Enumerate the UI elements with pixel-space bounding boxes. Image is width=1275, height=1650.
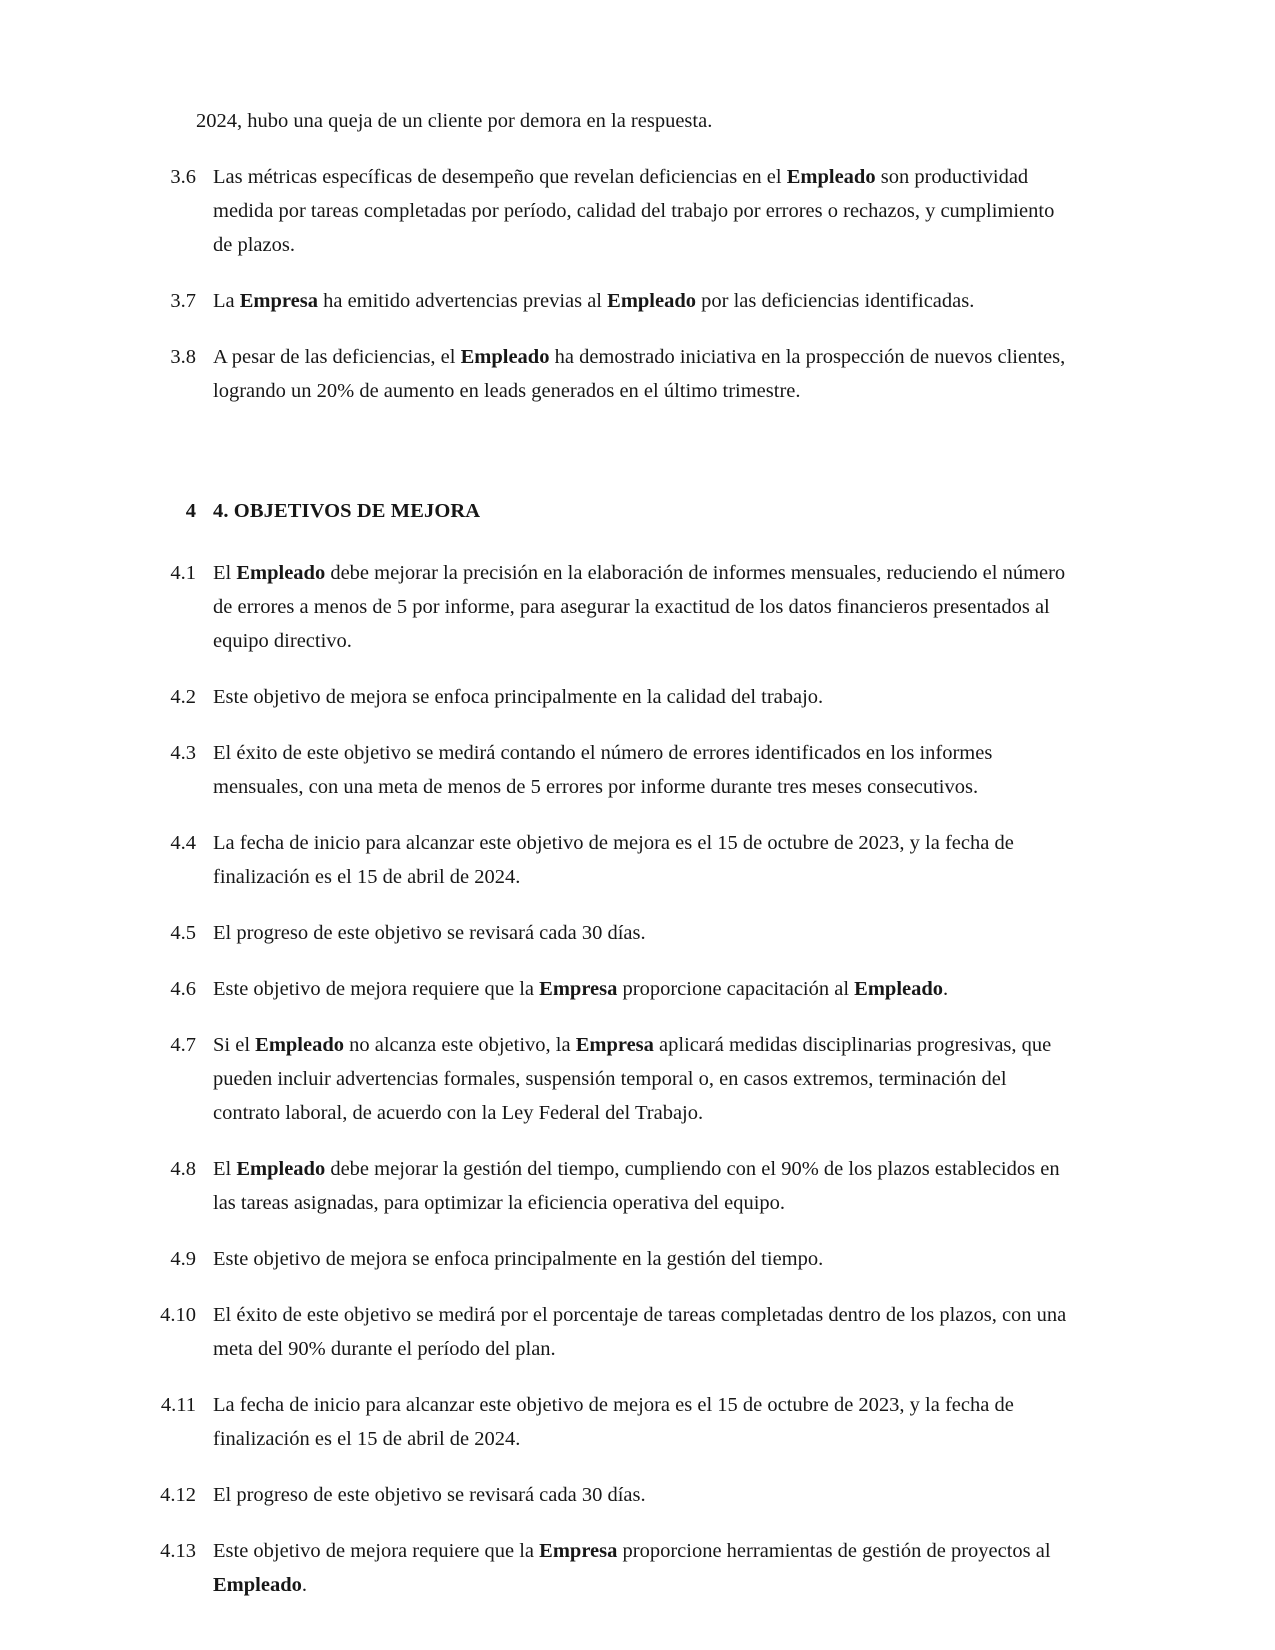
section-heading-title: 4. OBJETIVOS DE MEJORA [213, 500, 481, 522]
clause-item [157, 1298, 1075, 1366]
clause-item [157, 1534, 1075, 1602]
clause-text-run: proporcione capacitación al [617, 978, 855, 1000]
clause-text-run: por las deficiencias identificadas. [696, 290, 975, 312]
clause-item [157, 284, 1075, 318]
clause-text [196, 680, 1075, 714]
clause-text-run: El [213, 1158, 237, 1180]
clause-text-run: El progreso de este objetivo se revisará cada 30 días. [213, 1484, 646, 1506]
clause-text-run: Si el [213, 1034, 256, 1056]
defined-term: Empresa [575, 1034, 654, 1056]
clause-text-run: La [213, 290, 240, 312]
defined-term: Empleado [236, 1158, 326, 1180]
clause-text-run: Este objetivo de mejora requiere que la [213, 978, 540, 1000]
defined-term: Empleado [786, 166, 876, 188]
clause-item [157, 1152, 1075, 1220]
clause-text-run: El éxito de este objetivo se medirá por el porcentaje de tareas completadas dentro de los plazos, con una meta del 90% durante el período del plan. [213, 1304, 1067, 1360]
clause-text [196, 160, 1075, 262]
clause-item [157, 556, 1075, 658]
clause-text-run: debe mejorar la gestión del tiempo, cumpliendo con el 90% de los plazos establecidos en las tareas asignadas, para optimizar la eficiencia operativa del equipo. [213, 1158, 1060, 1214]
defined-term: Empleado [607, 290, 696, 312]
clause-text-run: aplicará medidas disciplinarias progresivas, que pueden incluir advertencias formales, suspensión temporal o, en casos extremos, terminación del contrato laboral, de acuerdo con la Ley Federal del Trabajo. [213, 1034, 1052, 1124]
section-heading-number: 4 [185, 500, 196, 522]
clause-text [196, 556, 1075, 658]
clause-text [196, 340, 1075, 408]
defined-term: Empleado [854, 978, 944, 1000]
defined-term: Empleado [255, 1034, 345, 1056]
clause-text-run: La fecha de inicio para alcanzar este objetivo de mejora es el 15 de octubre de 2023, y la fecha de finalización es el 15 de abril de 2024. [213, 1394, 1014, 1450]
clause-text-run: Este objetivo de mejora se enfoca principalmente en la gestión del tiempo. [213, 1248, 824, 1270]
clause-text [196, 1298, 1075, 1366]
defined-term: Empresa [539, 1540, 618, 1562]
clause-text [196, 826, 1075, 894]
clause-text-run: Las métricas específicas de desempeño que revelan deficiencias en el [213, 166, 787, 188]
clause-item [157, 680, 1075, 714]
clause-text-run: no alcanza este objetivo, la [344, 1034, 576, 1056]
defined-term: Empresa [539, 978, 618, 1000]
clause-number: 4.7 [170, 1034, 196, 1056]
defined-term: Empleado [213, 1574, 302, 1596]
clause-text-run: La fecha de inicio para alcanzar este objetivo de mejora es el 15 de octubre de 2023, y la fecha de finalización es el 15 de abril de 2024. [213, 832, 1014, 888]
clause-text [196, 736, 1075, 804]
heading-spacer [157, 408, 1075, 432]
clause-text-run: Este objetivo de mejora requiere que la [213, 1540, 540, 1562]
clause-number: 4.6 [170, 978, 196, 1000]
clause-item [157, 1388, 1075, 1456]
clause-item [157, 736, 1075, 804]
clause-list-section-3 [157, 160, 1075, 408]
clause-list-section-4 [157, 556, 1075, 1602]
defined-term: Empresa [239, 290, 318, 312]
section-heading [157, 494, 1075, 528]
clause-number: 3.7 [170, 290, 196, 312]
clause-number: 4.9 [170, 1248, 196, 1270]
clause-text [196, 1534, 1075, 1602]
clause-text-run: debe mejorar la precisión en la elaboración de informes mensuales, reduciendo el número de errores a menos de 5 por informe, para asegurar la exactitud de los datos financieros presentados al equipo directivo. [213, 562, 1066, 652]
clause-item [157, 916, 1075, 950]
clause-number: 4.2 [170, 686, 196, 708]
clause-text [196, 1028, 1075, 1130]
clause-text-run: . [301, 1574, 307, 1596]
clause-number: 4.1 [170, 562, 196, 584]
clause-number: 3.8 [170, 346, 196, 368]
clause-text [196, 916, 1075, 950]
clause-number: 4.5 [170, 922, 196, 944]
clause-text [196, 284, 1075, 318]
clause-text-run: El éxito de este objetivo se medirá contando el número de errores identificados en los informes mensuales, con una meta de menos de 5 errores por informe durante tres meses consecutivos. [213, 742, 993, 798]
post-heading-spacer [157, 528, 1075, 534]
clause-text [196, 1242, 1075, 1276]
clause-text [196, 1152, 1075, 1220]
clause-number: 4.3 [170, 742, 196, 764]
clause-text-run: ha demostrado iniciativa en la prospección de nuevos clientes, logrando un 20% de aumento en leads generados en el último trimestre. [213, 346, 1066, 402]
clause-text-run: proporcione herramientas de gestión de proyectos al [617, 1540, 1051, 1562]
clause-text [196, 972, 1075, 1006]
clause-text-run: . [943, 978, 949, 1000]
clause-item [157, 1242, 1075, 1276]
clause-number: 4.10 [160, 1304, 196, 1326]
clause-text-run: ha emitido advertencias previas al [317, 290, 608, 312]
clause-text-run: Este objetivo de mejora se enfoca principalmente en la calidad del trabajo. [213, 686, 824, 708]
clause-number: 4.11 [160, 1394, 196, 1416]
clause-text [196, 1478, 1075, 1512]
defined-term: Empleado [460, 346, 550, 368]
clause-number: 3.6 [170, 166, 196, 188]
continuation-paragraph: 2024, hubo una queja de un cliente por demora en la respuesta. [196, 110, 713, 132]
clause-item [157, 1028, 1075, 1130]
clause-text-run: A pesar de las deficiencias, el [213, 346, 461, 368]
defined-term: Empleado [236, 562, 326, 584]
clause-number: 4.8 [170, 1158, 196, 1180]
clause-text-run: El progreso de este objetivo se revisará cada 30 días. [213, 922, 646, 944]
clause-text-run: son productividad medida por tareas completadas por período, calidad del trabajo por errores o rechazos, y cumplimiento de plazos. [213, 166, 1055, 256]
clause-number: 4.13 [160, 1540, 196, 1562]
clause-item [157, 972, 1075, 1006]
clause-item [157, 826, 1075, 894]
clause-text-run: El [213, 562, 237, 584]
document-body [157, 104, 1075, 1602]
clause-number: 4.4 [170, 832, 196, 854]
clause-number: 4.12 [160, 1484, 196, 1506]
clause-text [196, 1388, 1075, 1456]
clause-item [157, 160, 1075, 262]
clause-item [157, 1478, 1075, 1512]
clause-item [157, 340, 1075, 408]
